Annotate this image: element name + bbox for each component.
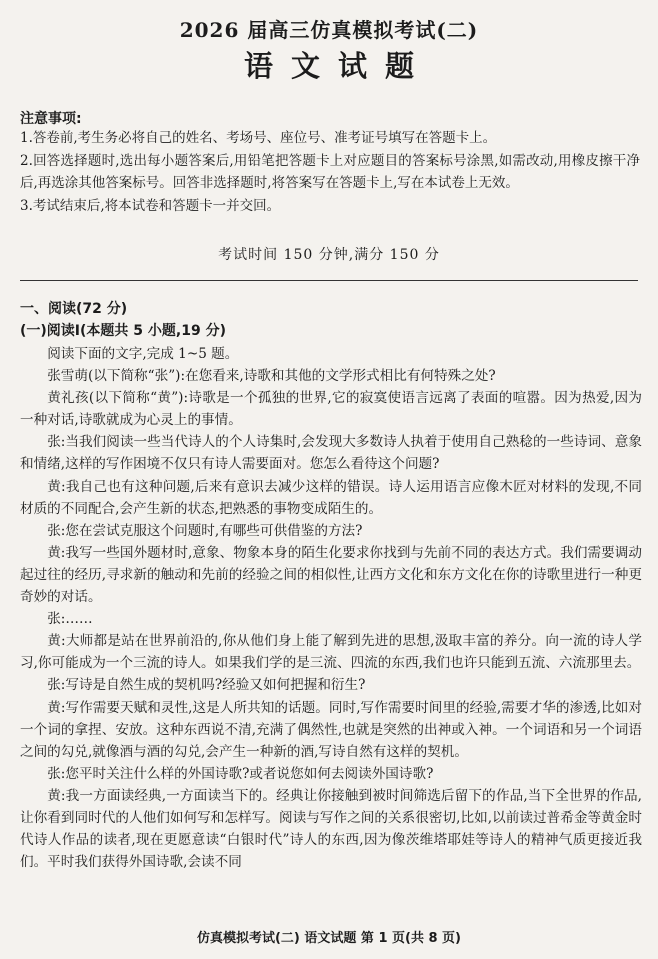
passage-paragraph: 张雪萌(以下简称“张”):在您看来,诗歌和其他的文学形式相比有何特殊之处? [47, 368, 496, 385]
reading-passage [20, 343, 642, 873]
notice-heading: 注意事项: [20, 111, 82, 127]
subsection-heading: (一)阅读Ⅰ(本题共 5 小题,19 分) [20, 323, 226, 339]
passage-paragraph: 张:您在尝试克服这个问题时,有哪些可供借鉴的方法? [47, 522, 363, 539]
passage-paragraph: 黄:我一方面读经典,一方面读当下的。经典让你接触到被时间筛选后留下的作品,当下全世界的作品,让你看到同时代的人他们如何写和怎样写。阅读与写作之间的关系很密切,比如,以前读过普希金等黄金时代诗人作品的读者,现在更愿意读“白银时代”诗人的东西,因为像茨维塔耶娃等诗人的精神气质更接近我们。平时我们获得外国诗歌,会读不同 [20, 787, 642, 871]
exam-time: 考试时间 150 分钟,满分 150 分 [218, 247, 440, 263]
passage-paragraph: 黄:我自己也有这种问题,后来有意识去减少这样的错误。诗人运用语言应像木匠对材料的发现,不同材质的不同配合,会产生新的状态,把熟悉的事物变成陌生的。 [20, 478, 642, 517]
notice-list [20, 127, 640, 217]
notice-item: 1.答卷前,考生务必将自己的姓名、考场号、座位号、准考证号填写在答题卡上。 [20, 130, 497, 146]
notice-item: 3.考试结束后,将本试卷和答题卡一并交回。 [20, 197, 281, 214]
passage-paragraph: 张:当我们阅读一些当代诗人的个人诗集时,会发现大多数诗人执着于使用自己熟稔的一些诗词、意象和情绪,这样的写作困境不仅只有诗人需要面对。您怎么看待这个问题? [20, 434, 642, 473]
subject-title: 语文试题 [243, 49, 432, 83]
exam-title: 2026 届高三仿真模拟考试(二) [179, 18, 479, 42]
notice-item: 2.回答选择题时,选出每小题答案后,用铅笔把答题卡上对应题目的答案标号涂黑,如需改动,用橡皮擦干净后,再选涂其他答案标号。回答非选择题时,将答案写在答题卡上,写在本试卷上无效。 [20, 152, 640, 191]
passage-paragraph: 张:写诗是自然生成的契机吗?经验又如何把握和衍生? [47, 677, 366, 694]
section-heading: 一、阅读(72 分) [20, 301, 128, 317]
passage-paragraph: 黄:我写一些国外题材时,意象、物象本身的陌生化要求你找到与先前不同的表达方式。我们需要调动起过往的经历,寻求新的触动和先前的经验之间的相似性,让西方文化和东方文化在你的诗歌里进行一种更奇妙的对话。 [20, 544, 642, 606]
passage-paragraph: 黄礼孩(以下简称“黄”):诗歌是一个孤独的世界,它的寂寞使语言远离了表面的喧嚣。因为热爱,因为一种对话,诗歌就成为心灵上的事情。 [20, 390, 642, 429]
passage-paragraph: 黄:写作需要天赋和灵性,这是人所共知的话题。同时,写作需要时间里的经验,需要才华的渗透,比如对一个词的拿捏、安放。这种东西说不清,充满了偶然性,也就是突然的出神或入神。一个词语和另一个词语之间的勾兑,就像酒与酒的勾兑,会产生一种新的酒,写诗自然有这样的契机。 [20, 699, 642, 760]
passage-paragraph: 张:…… [47, 611, 93, 628]
passage-paragraph: 张:您平时关注什么样的外国诗歌?或者说您如何去阅读外国诗歌? [47, 765, 434, 782]
passage-paragraph: 黄:大师都是站在世界前沿的,你从他们身上能了解到先进的思想,汲取丰富的养分。向一流的诗人学习,你可能成为一个三流的诗人。如果我们学的是三流、四流的东西,我们也许只能到五流、六流那里去。 [20, 633, 642, 672]
divider-line [20, 280, 638, 281]
passage-paragraph: 阅读下面的文字,完成 1~5 题。 [47, 346, 239, 362]
page-footer: 仿真模拟考试(二) 语文试题 第 1 页(共 8 页) [196, 931, 461, 946]
